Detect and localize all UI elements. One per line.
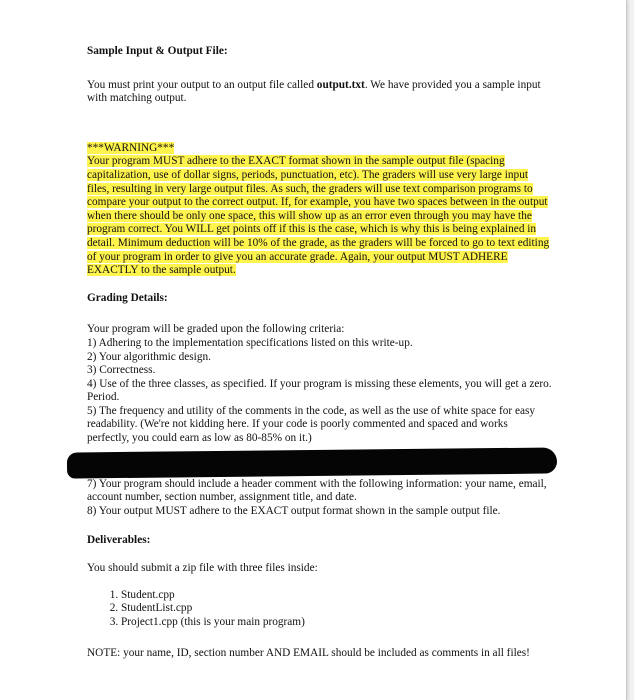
file-item: 3. Project1.cpp (this is your main program)	[121, 616, 552, 630]
grading-intro: Your program will be graded upon the following criteria:	[87, 323, 345, 336]
output-filename: output.txt	[316, 78, 365, 91]
criteria-item: 8) Your output MUST adhere to the EXACT output format shown in the sample output file.	[87, 504, 501, 517]
sample-io-text-before: You must print your output to an output file called	[87, 78, 317, 91]
deliverables-file-list	[87, 589, 552, 630]
criteria-item: 4) Use of the three classes, as specified. If your program is missing these elements, you will get a zero. Period.	[87, 377, 552, 404]
criteria-item: 1) Adhering to the implementation specifications listed on this write-up.	[87, 336, 413, 349]
grading-criteria-list	[87, 337, 552, 446]
criteria-item: 5) The frequency and utility of the comments in the code, as well as the use of white space for easy readability. (We're not kidding here. If your code is poorly commented and spaced and works perfectly, you could earn as low as 80-85% on it.)	[87, 404, 536, 445]
sample-io-text-after: . We have provided you a sample input with matching output.	[87, 78, 541, 105]
file-item: 2. StudentList.cpp	[121, 602, 552, 616]
file-item: 1. Student.cpp	[121, 589, 552, 603]
grading-criteria-list-continued	[87, 478, 552, 519]
warning-title-highlight: ***WARNING***	[87, 141, 175, 154]
warning-body	[87, 155, 552, 277]
redaction-area	[87, 450, 552, 478]
deliverables-note: NOTE: your name, ID, section number AND EMAIL should be included as comments in all files!	[87, 647, 530, 660]
warning-body-highlight: Your program MUST adhere to the EXACT format shown in the sample output file (spacing capitalization, use of dollar signs, periods, punctuation, etc). The graders will use very large input files, resulting in very large output files. As such, the graders will use text comparison programs to compare your output to the correct output. If, for example, you have two spaces between in the output when there should be only one space, this will show up as an error even through you may have the program correct. You WILL get points off if this is the case, which is why this is being explained in detail. Minimum deduction will be 10% of the grade, as the graders will be forced to go to text editing of your program in order to give you an accurate grade. Again, your output MUST ADHERE EXACTLY to the sample output.	[87, 155, 550, 277]
sample-io-heading: Sample Input & Output File:	[87, 45, 228, 57]
sample-io-paragraph	[87, 79, 552, 106]
criteria-item: 3) Correctness.	[87, 364, 156, 377]
deliverables-heading: Deliverables:	[87, 534, 151, 547]
criteria-item: 7) Your program should include a header comment with the following information: your name, email, account number, section number, assignment title, and date.	[87, 477, 547, 504]
document-content	[87, 40, 552, 661]
grading-heading: Grading Details:	[87, 291, 168, 304]
criteria-item: 2) Your algorithmic design.	[87, 350, 211, 363]
warning-title	[87, 142, 552, 156]
redaction-bar	[67, 447, 557, 478]
deliverables-intro: You should submit a zip file with three files inside:	[87, 562, 318, 575]
